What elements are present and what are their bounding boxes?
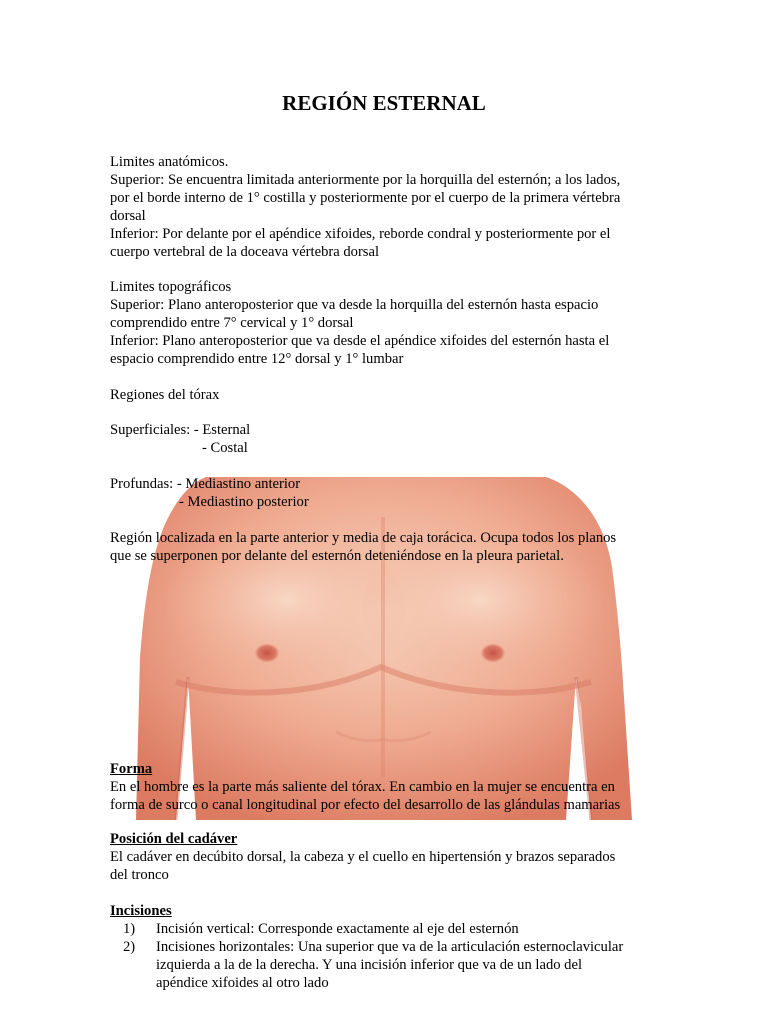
text-line: forma de surco o canal longitudinal por efecto del desarrollo de las glándulas mamarias	[110, 797, 621, 813]
text-line: Superior: Se encuentra limitada anteriormente por la horquilla del esternón; a los lados,	[110, 172, 621, 188]
section-limites-topograficos	[110, 278, 670, 368]
section-limites-anatomicos	[110, 153, 670, 261]
section-heading: Incisiones	[110, 903, 172, 919]
section-heading: Forma	[110, 761, 153, 777]
section-heading: Limites anatómicos.	[110, 154, 229, 170]
section-incisiones	[110, 902, 670, 992]
list-item	[110, 920, 670, 938]
section-heading: Limites topográficos	[110, 279, 232, 295]
incisiones-list	[110, 920, 670, 992]
left-nipple	[254, 643, 280, 663]
list-superficiales	[110, 421, 670, 457]
list-item	[110, 938, 670, 992]
section-heading: Posición del cadáver	[110, 831, 238, 847]
text-line: Región localizada en la parte anterior y media de caja torácica. Ocupa todos los planos	[110, 530, 617, 546]
list-item: Profundas: - Mediastino anterior	[110, 476, 301, 492]
text-line: El cadáver en decúbito dorsal, la cabeza y el cuello en hipertensión y brazos separados	[110, 849, 616, 865]
text-line: Incisión vertical: Corresponde exactamente al eje del esternón	[156, 921, 519, 937]
section-heading: Regiones del tórax	[110, 387, 220, 403]
text-line: Inferior: Plano anteroposterior que va desde el apéndice xifoides del esternón hasta el	[110, 333, 610, 349]
list-item: - Costal	[202, 440, 248, 456]
text-line: comprendido entre 7° cervical y 1° dorsal	[110, 315, 354, 331]
list-profundas	[110, 475, 670, 511]
section-forma	[110, 760, 670, 814]
text-line: En el hombre es la parte más saliente del tórax. En cambio en la mujer se encuentra en	[110, 779, 615, 795]
text-line: dorsal	[110, 208, 146, 224]
text-line: por el borde interno de 1° costilla y posteriormente por el cuerpo de la primera vértebra	[110, 190, 621, 206]
text-line: del tronco	[110, 867, 169, 883]
section-regiones	[110, 386, 670, 404]
list-item: - Mediastino posterior	[179, 494, 309, 510]
section-descripcion	[110, 529, 670, 565]
text-line: que se superponen por delante del esternón deteniéndose en la pleura parietal.	[110, 548, 564, 564]
text-line: Superior: Plano anteroposterior que va desde la horquilla del esternón hasta espacio	[110, 297, 599, 313]
text-line: cuerpo vertebral de la doceava vértebra dorsal	[110, 244, 380, 260]
text-line: Incisiones horizontales: Una superior que va de la articulación esternoclavicular	[156, 939, 624, 955]
page-title: REGIÓN ESTERNAL	[282, 91, 486, 115]
text-line: Inferior: Por delante por el apéndice xifoides, reborde condral y posteriormente por el	[110, 226, 611, 242]
section-posicion	[110, 830, 670, 884]
list-number: 1)	[123, 921, 136, 937]
right-nipple	[480, 643, 506, 663]
text-line: apéndice xifoides al otro lado	[156, 975, 329, 991]
text-line: izquierda a la de la derecha. Y una incisión inferior que va de un lado del	[156, 957, 583, 973]
list-number: 2)	[123, 939, 136, 955]
text-line: espacio comprendido entre 12° dorsal y 1° lumbar	[110, 351, 404, 367]
list-item: Superficiales: - Esternal	[110, 422, 251, 438]
